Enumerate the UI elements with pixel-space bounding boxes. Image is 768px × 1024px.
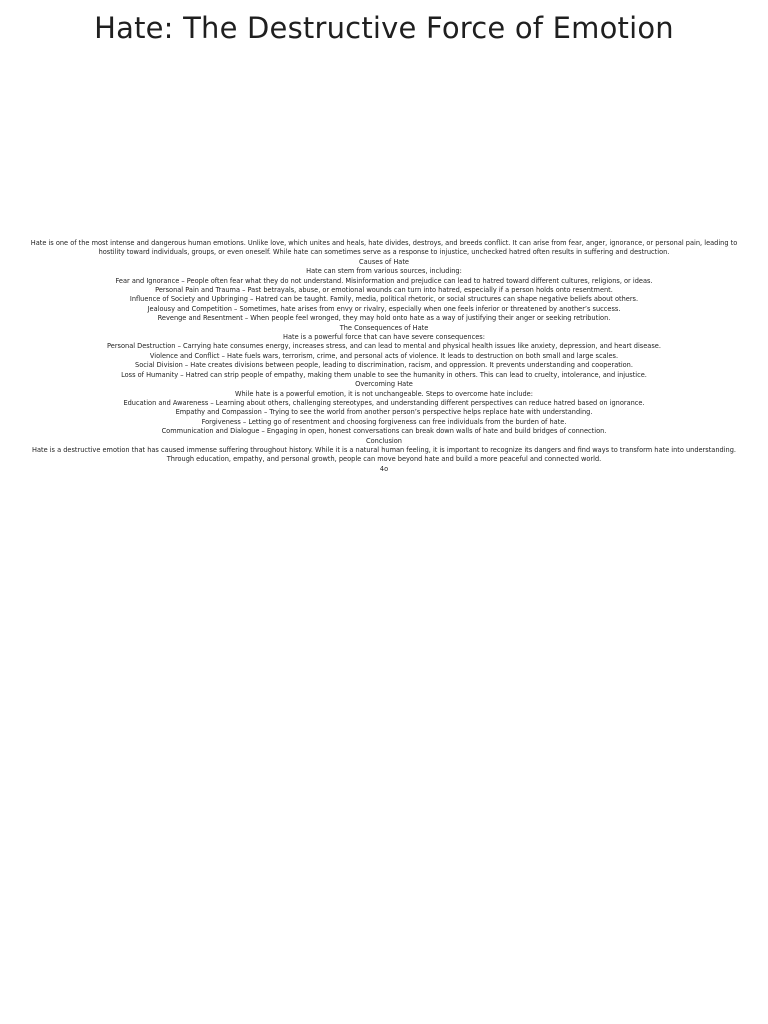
list-item: Revenge and Resentment – When people feel wronged, they may hold onto hate as a way of justifying their anger or seeking retribution. bbox=[157, 314, 611, 323]
section-heading-consequences: The Consequences of Hate bbox=[339, 323, 429, 332]
causes-lead: Hate can stem from various sources, including: bbox=[306, 267, 462, 276]
article-body bbox=[20, 239, 748, 474]
list-item: Personal Destruction – Carrying hate consumes energy, increases stress, and can lead to mental and physical health issues like anxiety, depression, and heart disease. bbox=[107, 342, 661, 351]
section-heading-causes: Causes of Hate bbox=[359, 257, 409, 266]
list-item: Violence and Conflict – Hate fuels wars, terrorism, crime, and personal acts of violence. It leads to destruction on both small and large scales. bbox=[149, 351, 619, 360]
section-heading-conclusion: Conclusion bbox=[366, 436, 402, 445]
list-item: Social Division – Hate creates divisions between people, leading to discrimination, racism, and oppression. It prevents understanding and cooperation. bbox=[135, 361, 633, 370]
page-title: Hate: The Destructive Force of Emotion bbox=[94, 11, 674, 45]
intro-paragraph: Hate is one of the most intense and dangerous human emotions. Unlike love, which unites and heals, hate divides, destroys, and breeds conflict. It can arise from fear, anger, ignorance, or personal pain, leading to hostility toward individuals, groups, or even oneself. While hate can sometimes serve as a response to injustice, unchecked hatred often results in suffering and destruction. bbox=[30, 239, 738, 257]
list-item: Empathy and Compassion – Trying to see the world from another person’s perspective helps replace hate with understanding. bbox=[175, 408, 593, 417]
list-item: Education and Awareness – Learning about others, challenging stereotypes, and understanding different perspectives can reduce hatred based on ignorance. bbox=[123, 398, 645, 407]
section-heading-overcoming: Overcoming Hate bbox=[355, 380, 413, 389]
list-item: Personal Pain and Trauma – Past betrayals, abuse, or emotional wounds can turn into hatred, especially if a person holds onto resentment. bbox=[155, 286, 613, 295]
conclusion-paragraph: Hate is a destructive emotion that has caused immense suffering throughout history. While it is a natural human feeling, it is important to recognize its dangers and find ways to transform hate into understanding. Through education, empathy, and personal growth, people can move beyond hate and build a more peaceful and connected world. bbox=[31, 445, 736, 464]
list-item: Loss of Humanity – Hatred can strip people of empathy, making them unable to see the humanity in others. This can lead to cruelty, intolerance, and injustice. bbox=[121, 370, 647, 379]
list-item: Jealousy and Competition – Sometimes, hate arises from envy or rivalry, especially when one feels inferior or threatened by another’s success. bbox=[147, 304, 621, 313]
footer-note: 4o bbox=[379, 464, 389, 473]
list-item: Influence of Society and Upbringing – Hatred can be taught. Family, media, political rhetoric, or social structures can shape negative beliefs about others. bbox=[129, 295, 639, 304]
list-item: Communication and Dialogue – Engaging in open, honest conversations can break down walls of hate and build bridges of connection. bbox=[161, 427, 607, 436]
overcoming-lead: While hate is a powerful emotion, it is not unchangeable. Steps to overcome hate include: bbox=[235, 389, 533, 398]
list-item: Forgiveness – Letting go of resentment and choosing forgiveness can free individuals from the burden of hate. bbox=[201, 417, 567, 426]
consequences-lead: Hate is a powerful force that can have severe consequences: bbox=[283, 333, 485, 342]
list-item: Fear and Ignorance – People often fear what they do not understand. Misinformation and prejudice can lead to hatred toward different cultures, religions, or ideas. bbox=[115, 276, 653, 285]
